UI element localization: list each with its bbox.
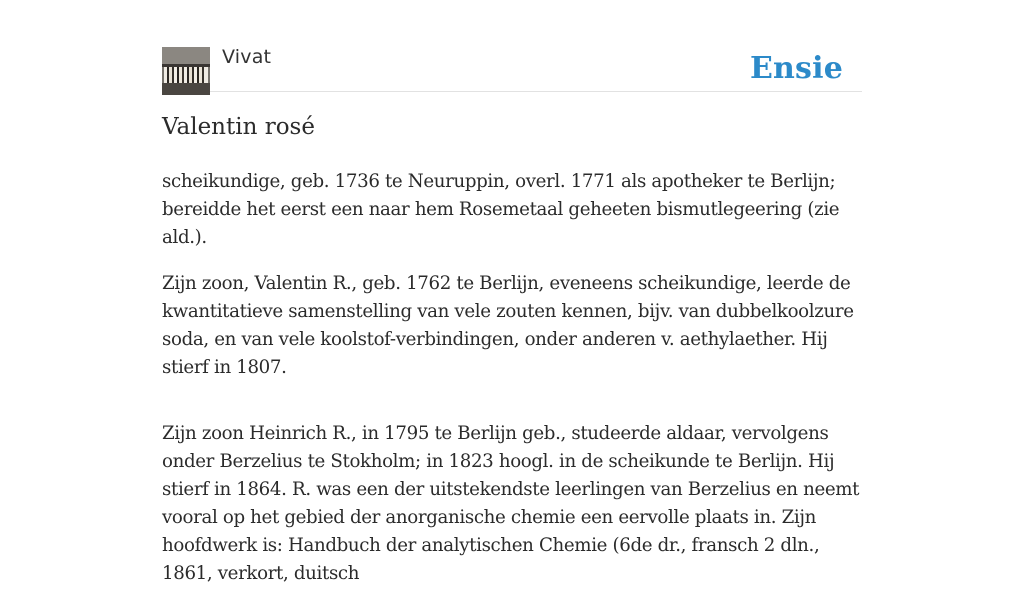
article-body — [162, 168, 862, 606]
page-title: Valentin rosé — [162, 114, 315, 140]
brand-logo[interactable]: Ensie — [749, 51, 843, 86]
paragraph: scheikundige, geb. 1736 te Neuruppin, overl. 1771 als apotheker te Berlijn; bereidde het eerst een naar hem Rosemetaal geheeten bismutlegeering (zie ald.). — [162, 171, 840, 248]
paragraph: Zijn zoon Heinrich R., in 1795 te Berlijn geb., studeerde aldaar, vervolgens onder Berzelius te Stokholm; in 1823 hoogl. in de scheikunde te Berlijn. Hij stierf in 1864. R. was een der uitstekendste leerlingen van Berzelius en neemt vooral op het gebied der anorganische chemie een eervolle plaats in. Zijn hoofdwerk is: Handbuch der analytischen Chemie (6de dr., fransch 2 dln., 1861, verkort, duitsch — [162, 423, 860, 584]
page — [162, 0, 862, 584]
author-name[interactable]: Vivat — [222, 46, 272, 68]
paragraph: Zijn zoon, Valentin R., geb. 1762 te Berlijn, eveneens scheikundige, leerde de kwantitatieve samenstelling van vele zouten kennen, bijv. van dubbelkoolzure soda, en van vele koolstof-verbindingen, onder anderen v. aethylaether. Hij stierf in 1807. — [162, 273, 854, 378]
header — [162, 0, 862, 92]
bookshelf-avatar-icon[interactable] — [162, 47, 210, 95]
